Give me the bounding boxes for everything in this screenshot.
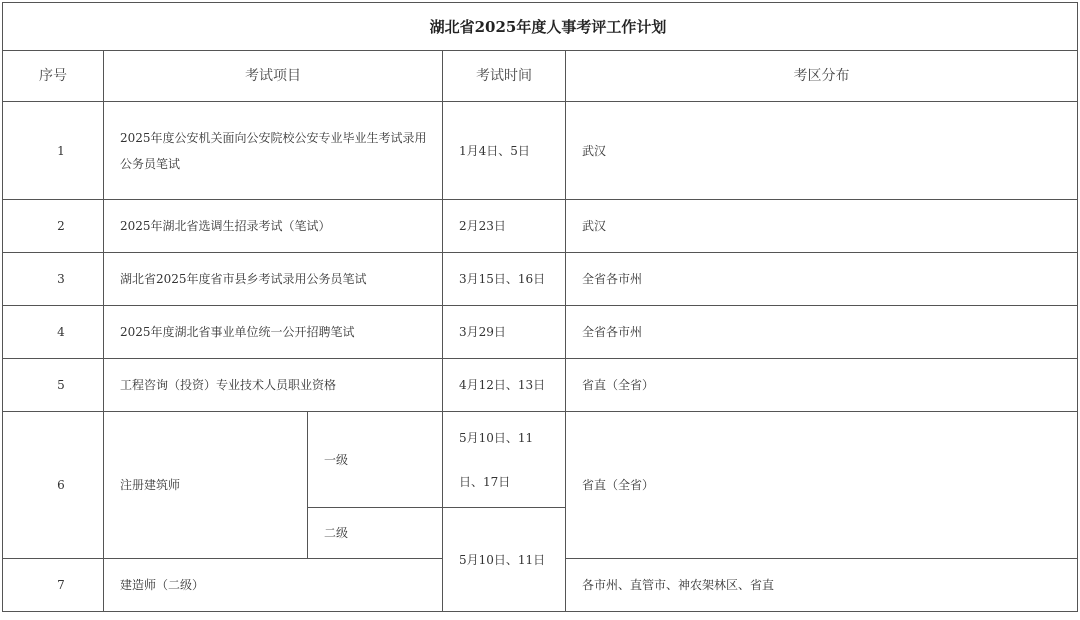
row-time: 3月29日 [443,306,566,359]
row-area: 全省各市州 [566,306,1078,359]
header-time: 考试时间 [443,51,566,102]
table-row [3,253,1078,306]
row-time: 1月4日、5日 [443,102,566,200]
row-area: 省直（全省） [566,359,1078,412]
row-num: 1 [3,102,104,200]
table-row [3,359,1078,412]
row-sublevel: 二级 [308,508,443,559]
row-num: 7 [3,559,104,612]
row-area: 武汉 [566,102,1078,200]
header-seq: 序号 [3,51,104,102]
row-time: 2月23日 [443,200,566,253]
row-time: 5月10日、11日 [443,508,566,612]
table-title: 湖北省2025年度人事考评工作计划 [3,3,1078,51]
header-area: 考区分布 [566,51,1078,102]
row-area: 武汉 [566,200,1078,253]
title-row [3,3,1078,51]
row-num: 2 [3,200,104,253]
row-num: 4 [3,306,104,359]
row-time: 4月12日、13日 [443,359,566,412]
row-time: 3月15日、16日 [443,253,566,306]
table-row [3,102,1078,200]
header-row [3,51,1078,102]
row-area: 全省各市州 [566,253,1078,306]
row-time: 5月10日、11日、17日 [443,412,566,508]
row-item: 2025年度湖北省事业单位统一公开招聘笔试 [104,306,443,359]
row-item: 工程咨询（投资）专业技术人员职业资格 [104,359,443,412]
row-item: 注册建筑师 [104,412,308,559]
row-item: 建造师（二级） [104,559,443,612]
row-num: 6 [3,412,104,559]
row-area: 各市州、直管市、神农架林区、省直 [566,559,1078,612]
row-item: 湖北省2025年度省市县乡考试录用公务员笔试 [104,253,443,306]
row-item: 2025年湖北省选调生招录考试（笔试） [104,200,443,253]
row-area: 省直（全省） [566,412,1078,559]
row-num: 3 [3,253,104,306]
table-row [3,412,1078,508]
table-row [3,306,1078,359]
header-item: 考试项目 [104,51,443,102]
row-item: 2025年度公安机关面向公安院校公安专业毕业生考试录用公务员笔试 [104,102,443,200]
row-num: 5 [3,359,104,412]
row-sublevel: 一级 [308,412,443,508]
table-row [3,200,1078,253]
exam-plan-table [2,2,1078,612]
